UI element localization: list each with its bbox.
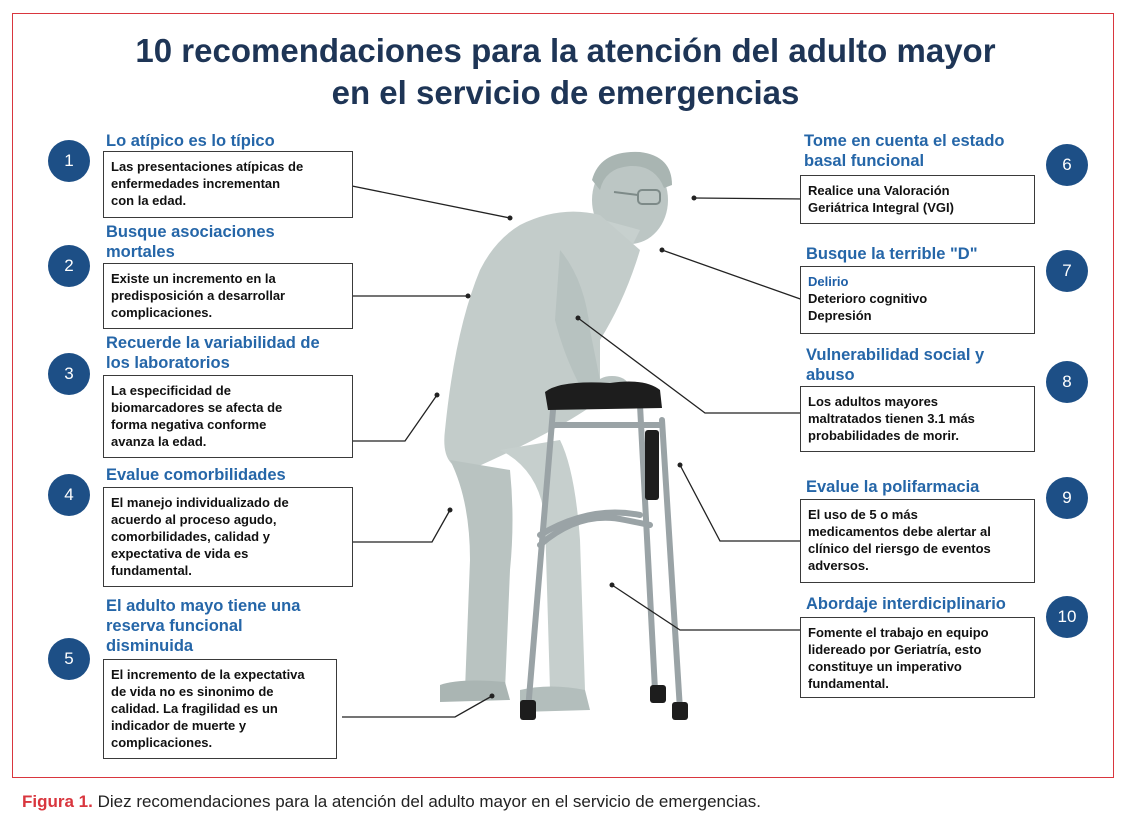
body-line: de vida no es sinonimo de bbox=[111, 684, 274, 699]
body-line: Depresión bbox=[808, 308, 872, 323]
body-line: maltratados tienen 3.1 más bbox=[808, 411, 975, 426]
body-line: fundamental. bbox=[808, 676, 889, 691]
body-line: predisposición a desarrollar bbox=[111, 288, 286, 303]
heading-line: Evalue la polifarmacia bbox=[806, 478, 980, 496]
recommendation-heading bbox=[106, 222, 275, 262]
number-badge: 8 bbox=[1046, 361, 1088, 403]
title-line-2: en el servicio de emergencias bbox=[331, 74, 800, 111]
recommendation-box bbox=[103, 659, 337, 759]
heading-line: abuso bbox=[806, 366, 855, 384]
heading-line: basal funcional bbox=[804, 152, 925, 170]
recommendation-box bbox=[103, 375, 353, 458]
body-line: El manejo individualizado de bbox=[111, 495, 289, 510]
figure-caption-text: Diez recomendaciones para la atención del adulto mayor en el servicio de emergencias. bbox=[92, 792, 761, 811]
body-line: complicaciones. bbox=[111, 735, 213, 750]
number-badge: 3 bbox=[48, 353, 90, 395]
heading-line: mortales bbox=[106, 243, 175, 261]
recommendation-heading bbox=[804, 131, 1005, 171]
body-line: Realice una Valoración bbox=[808, 183, 950, 198]
body-line: adversos. bbox=[808, 558, 869, 573]
body-line: clínico del riersgo de eventos bbox=[808, 541, 991, 556]
body-line: fundamental. bbox=[111, 563, 192, 578]
body-line: enfermedades incrementan bbox=[111, 176, 281, 191]
body-line: lidereado por Geriatría, esto bbox=[808, 642, 982, 657]
body-line: biomarcadores se afecta de bbox=[111, 400, 283, 415]
title-line-1: 10 recomendaciones para la atención del adulto mayor bbox=[135, 32, 996, 69]
heading-line: Recuerde la variabilidad de bbox=[106, 334, 320, 352]
recommendation-box bbox=[800, 386, 1035, 452]
number-badge: 1 bbox=[48, 140, 90, 182]
body-line: indicador de muerte y bbox=[111, 718, 247, 733]
recommendation-heading bbox=[806, 477, 979, 497]
number-badge: 9 bbox=[1046, 477, 1088, 519]
number-badge: 4 bbox=[48, 474, 90, 516]
body-line: Fomente el trabajo en equipo bbox=[808, 625, 989, 640]
figure-caption bbox=[22, 792, 761, 812]
body-line: acuerdo al proceso agudo, bbox=[111, 512, 277, 527]
heading-line: Busque asociaciones bbox=[106, 223, 275, 241]
heading-line: El adulto mayo tiene una bbox=[106, 597, 301, 615]
recommendation-heading bbox=[806, 244, 978, 264]
heading-line: los laboratorios bbox=[106, 354, 230, 372]
recommendation-heading bbox=[106, 465, 286, 485]
heading-line: Lo atípico es lo típico bbox=[106, 132, 275, 150]
body-line: complicaciones. bbox=[111, 305, 213, 320]
recommendation-heading bbox=[806, 345, 984, 385]
recommendation-heading bbox=[106, 131, 275, 151]
recommendation-box bbox=[800, 617, 1035, 698]
heading-line: reserva funcional bbox=[106, 617, 243, 635]
heading-line: Tome en cuenta el estado bbox=[804, 132, 1005, 150]
number-badge: 2 bbox=[48, 245, 90, 287]
body-line: con la edad. bbox=[111, 193, 187, 208]
recommendation-heading bbox=[806, 594, 1006, 614]
heading-line: Evalue comorbilidades bbox=[106, 466, 286, 484]
body-line: medicamentos debe alertar al bbox=[808, 524, 991, 539]
body-line: Existe un incremento en la bbox=[111, 271, 276, 286]
heading-line: Abordaje interdiciplinario bbox=[806, 595, 1006, 613]
recommendation-box bbox=[103, 487, 353, 587]
body-line: Las presentaciones atípicas de bbox=[111, 159, 304, 174]
recommendation-heading bbox=[106, 596, 300, 656]
body-line: avanza la edad. bbox=[111, 434, 207, 449]
body-line: Los adultos mayores bbox=[808, 394, 939, 409]
recommendation-box bbox=[800, 499, 1035, 583]
number-badge: 5 bbox=[48, 638, 90, 680]
body-line: calidad. La fragilidad es un bbox=[111, 701, 278, 716]
figure-label: Figura 1. bbox=[22, 792, 93, 811]
recommendation-heading bbox=[106, 333, 320, 373]
body-line: La especificidad de bbox=[111, 383, 231, 398]
recommendation-box bbox=[800, 266, 1035, 334]
recommendation-box bbox=[103, 263, 353, 329]
heading-line: Busque la terrible "D" bbox=[806, 245, 978, 263]
body-line: Geriátrica Integral (VGI) bbox=[808, 200, 954, 215]
heading-line: disminuida bbox=[106, 637, 194, 655]
body-line: El incremento de la expectativa bbox=[111, 667, 305, 682]
body-line: expectativa de vida es bbox=[111, 546, 249, 561]
number-badge: 6 bbox=[1046, 144, 1088, 186]
recommendation-box bbox=[800, 175, 1035, 224]
body-line: constituye un imperativo bbox=[808, 659, 962, 674]
body-line: comorbilidades, calidad y bbox=[111, 529, 270, 544]
number-badge: 10 bbox=[1046, 596, 1088, 638]
body-line: Deterioro cognitivo bbox=[808, 291, 928, 306]
body-line: forma negativa conforme bbox=[111, 417, 267, 432]
body-line: probabilidades de morir. bbox=[808, 428, 959, 443]
recommendation-box bbox=[103, 151, 353, 218]
body-line: El uso de 5 o más bbox=[808, 507, 918, 522]
number-badge: 7 bbox=[1046, 250, 1088, 292]
heading-line: Vulnerabilidad social y bbox=[806, 346, 985, 364]
body-line-accent: Delirio bbox=[808, 274, 849, 289]
